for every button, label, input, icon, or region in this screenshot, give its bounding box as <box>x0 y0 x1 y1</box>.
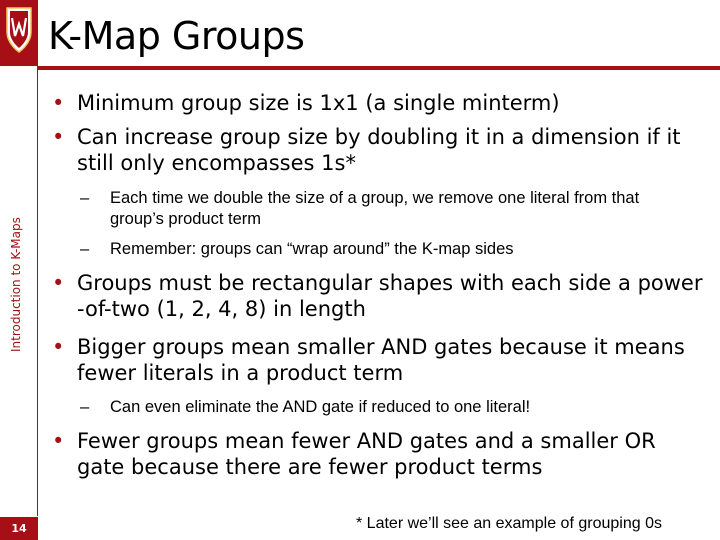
bullet-item <box>52 270 717 322</box>
sub-bullet-marker: – <box>80 398 90 416</box>
slide-title: K-Map Groups <box>48 14 305 58</box>
bullet-marker: • <box>52 335 65 359</box>
sidebar-divider <box>37 66 38 516</box>
title-underline <box>38 66 720 70</box>
sub-bullet-text: Can even eliminate the AND gate if reduced to one literal! <box>110 398 531 416</box>
bullet-marker: • <box>52 125 65 149</box>
footnote: * Later we’ll see an example of grouping 0s <box>356 515 662 532</box>
bullet-text: Bigger groups mean smaller AND gates because it means fewer literals in a product term <box>77 335 685 385</box>
sub-bullet-item <box>80 239 690 260</box>
bullet-item <box>52 90 712 116</box>
section-title: Introduction to K-Maps <box>9 217 23 352</box>
uw-crest-icon <box>2 2 36 58</box>
sidebar <box>0 0 38 540</box>
bullet-item <box>52 428 702 480</box>
logo-bar <box>0 0 38 66</box>
sub-bullet-marker: – <box>80 240 90 258</box>
sub-bullet-text: Remember: groups can “wrap around” the K-map sides <box>110 240 514 258</box>
bullet-item <box>52 334 712 386</box>
bullet-text: Can increase group size by doubling it in a dimension if it still only encompasses 1s* <box>77 125 681 175</box>
bullet-text: Fewer groups mean fewer AND gates and a smaller OR gate because there are fewer product terms <box>77 429 656 479</box>
bullet-marker: • <box>52 429 65 453</box>
sub-bullet-item <box>80 397 700 418</box>
bullet-text: Minimum group size is 1x1 (a single minterm) <box>77 91 560 115</box>
sub-bullet-item <box>80 188 690 230</box>
page-number: 14 <box>0 517 38 540</box>
sub-bullet-marker: – <box>80 189 90 207</box>
sub-bullet-text: Each time we double the size of a group, we remove one literal from that group’s product term <box>110 189 640 228</box>
bullet-item <box>52 124 697 176</box>
bullet-text: Groups must be rectangular shapes with each side a power -of-two (1, 2, 4, 8) in length <box>77 271 703 321</box>
bullet-marker: • <box>52 271 65 295</box>
bullet-marker: • <box>52 91 65 115</box>
